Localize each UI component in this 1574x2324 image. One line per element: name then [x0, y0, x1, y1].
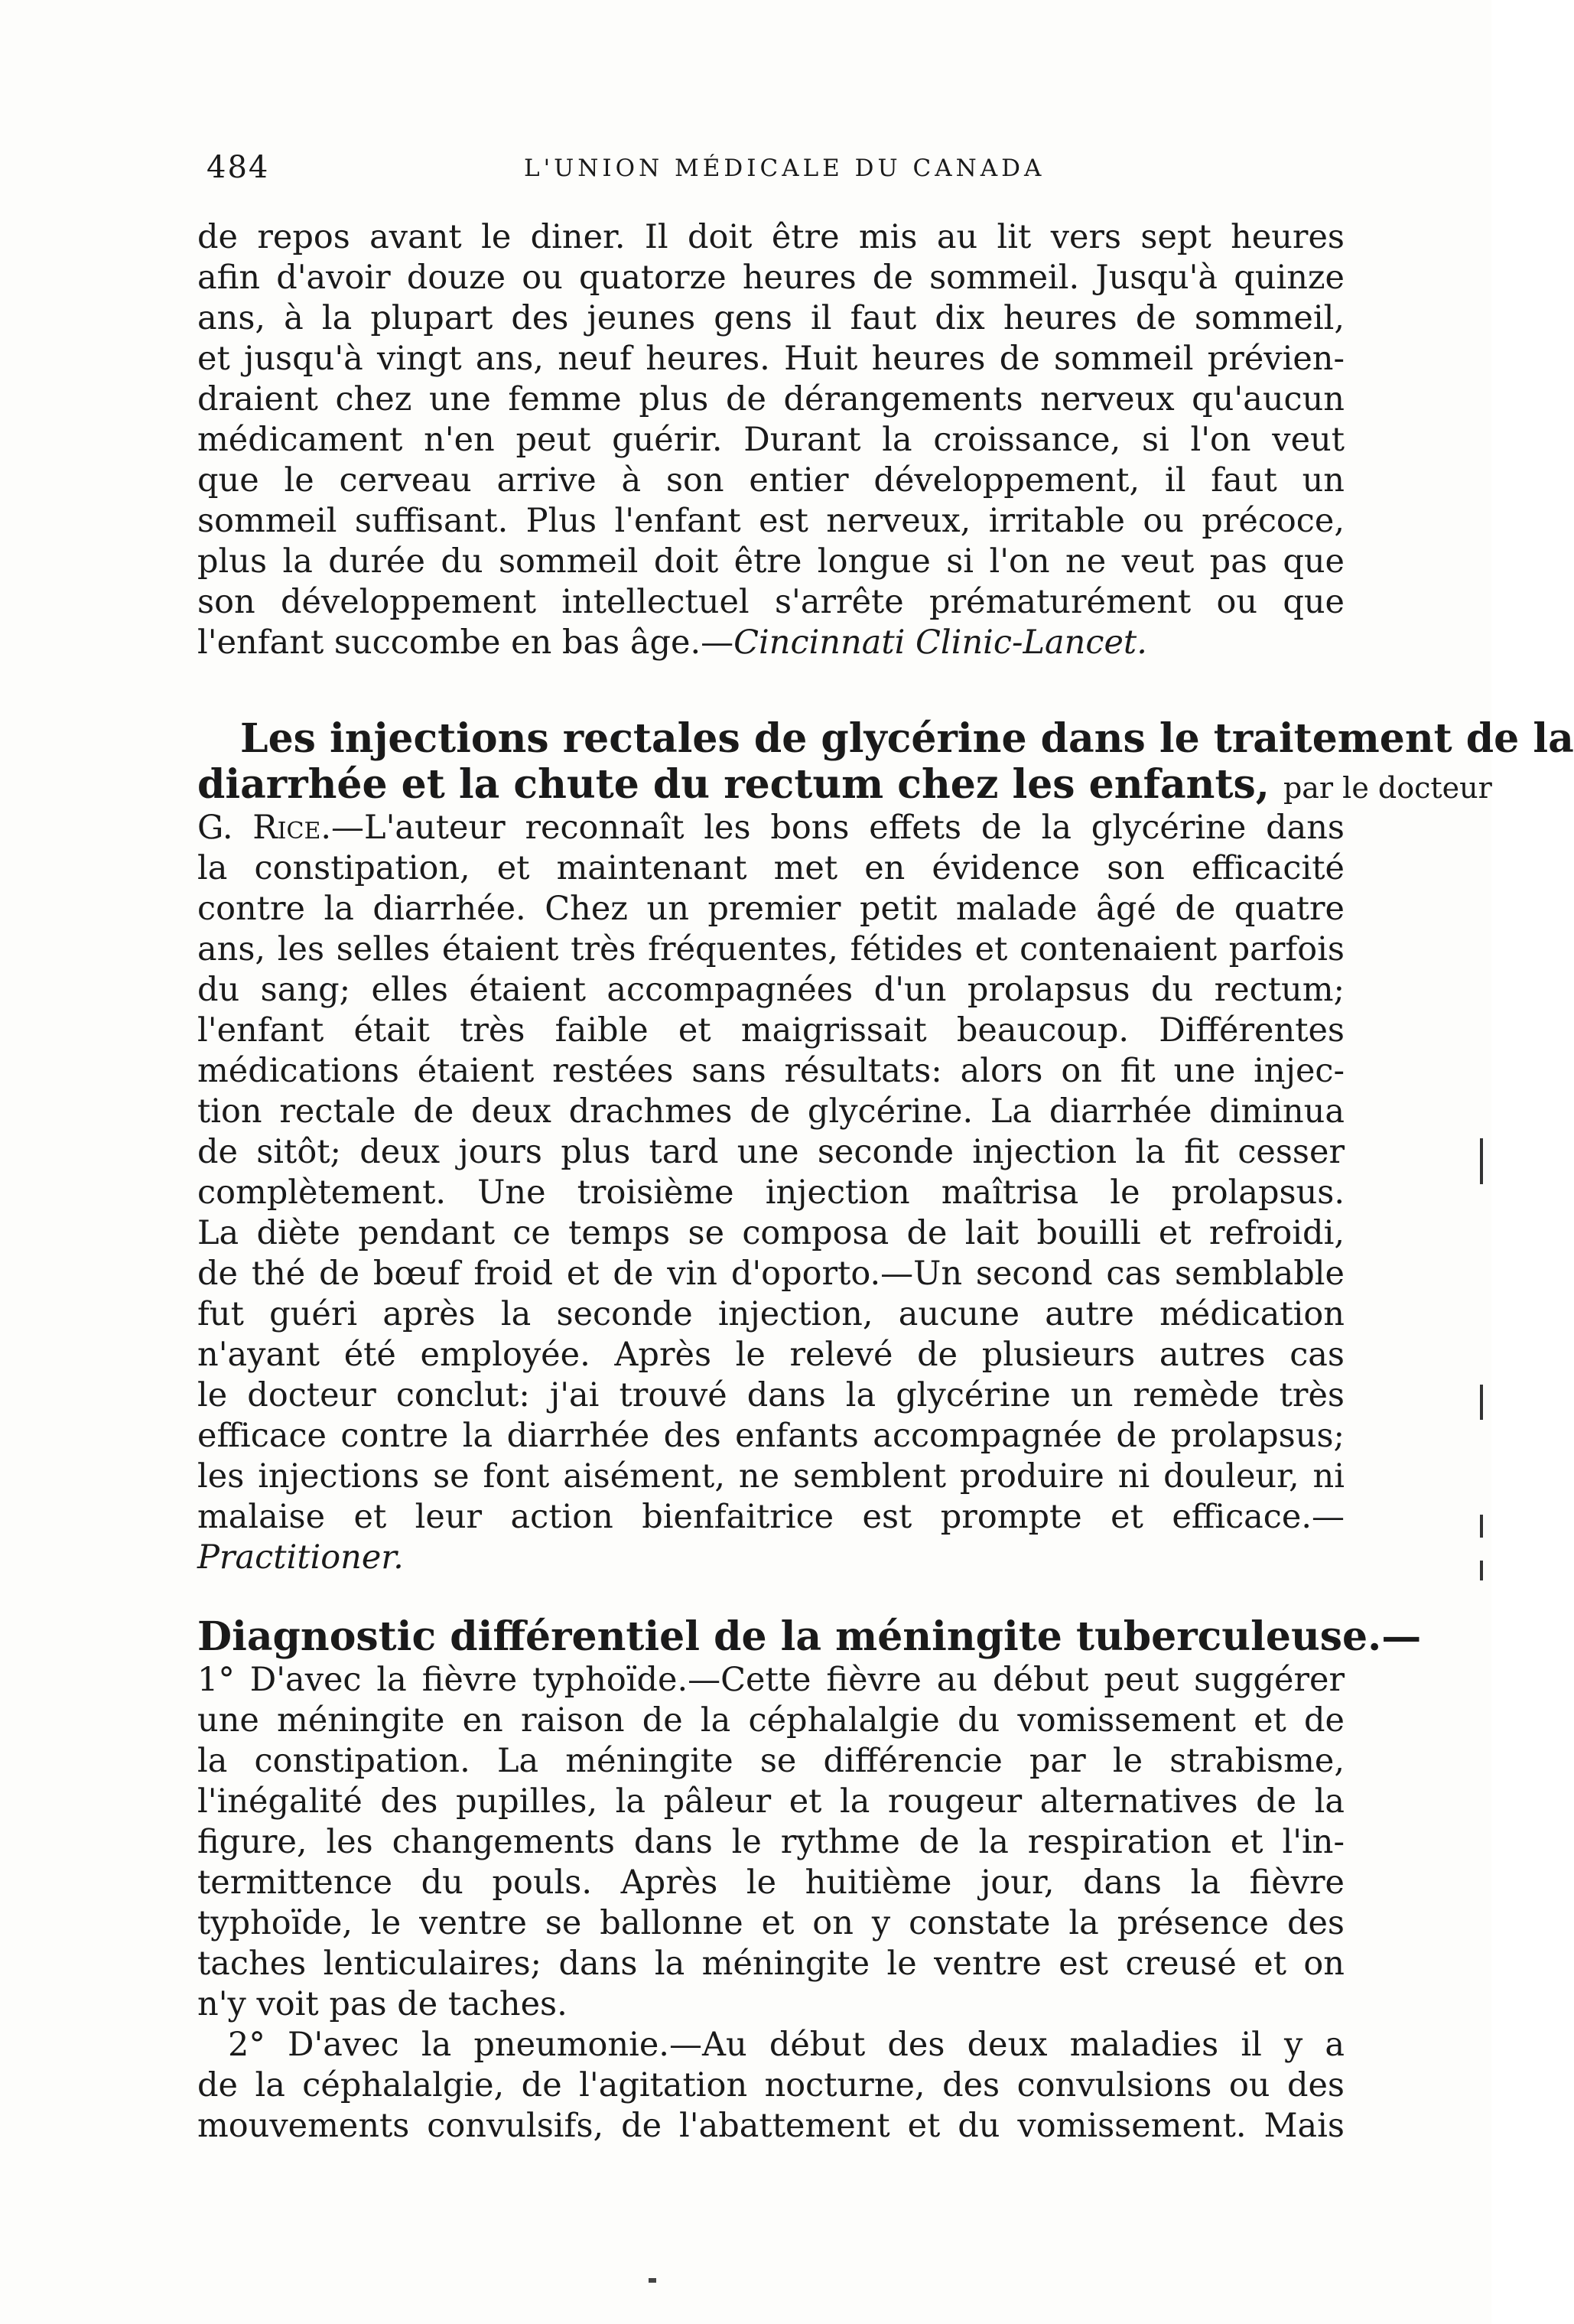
text-line: figure, les changements dans le rythme de la respiration et l'in-: [197, 1823, 1345, 1861]
text-line: draient chez une femme plus de dérangements nerveux qu'aucun: [197, 380, 1345, 418]
scan-margin-mark: [1480, 1385, 1483, 1420]
text-line: l'enfant était très faible et maigrissait beaucoup. Différentes: [197, 1011, 1345, 1050]
text-line: mouvements convulsifs, de l'abattement et du vomissement. Mais: [197, 2107, 1345, 2145]
running-head: L'UNION MÉDICALE DU CANADA: [524, 155, 1046, 182]
text-line: la constipation, et maintenant met en évidence son efficacité: [197, 849, 1345, 887]
text-line: de sitôt; deux jours plus tard une seconde injection la fit cesser: [197, 1133, 1345, 1171]
text-line: [197, 808, 1345, 848]
author-prefix: par le docteur: [1283, 771, 1492, 805]
text-line: complètement. Une troisième injection maîtrisa le prolapsus.: [197, 1173, 1345, 1212]
text-fragment: —L'auteur reconnaît les bons effets de la glycérine dans: [331, 809, 1345, 847]
text-fragment: l'enfant succombe en bas âge.—: [197, 623, 734, 662]
text-line: 1° D'avec la fièvre typhoïde.—Cette fièvre au début peut suggérer: [197, 1661, 1345, 1699]
text-line: le docteur conclut: j'ai trouvé dans la glycérine un remède très: [197, 1376, 1345, 1414]
source-citation: Cincinnati Clinic-Lancet.: [733, 623, 1147, 662]
text-line: plus la durée du sommeil doit être longue si l'on ne veut pas que: [197, 542, 1345, 581]
text-line: l'inégalité des pupilles, la pâleur et la rougeur alternatives de la: [197, 1782, 1345, 1821]
scan-margin-mark: [1480, 1515, 1483, 1538]
text-line: ans, les selles étaient très fréquentes, fétides et contenaient parfois: [197, 930, 1345, 968]
text-line: médicament n'en peut guérir. Durant la croissance, si l'on veut: [197, 421, 1345, 459]
page-header: [207, 150, 1354, 188]
text-line: que le cerveau arrive à son entier développement, il faut un: [197, 461, 1345, 500]
scan-margin-mark: [1480, 1561, 1483, 1580]
text-line: de repos avant le diner. Il doit être mis au lit vers sept heures: [197, 218, 1345, 256]
text-line: et jusqu'à vingt ans, neuf heures. Huit heures de sommeil prévien-: [197, 340, 1345, 378]
scan-dot: [649, 2278, 656, 2283]
article-title: Les injections rectales de glycérine dans le traitement de la: [240, 715, 1574, 762]
text-line: médications étaient restées sans résultats: alors on fit une injec-: [197, 1052, 1345, 1090]
source-citation: Practitioner.: [197, 1538, 404, 1577]
scan-margin-mark: [1480, 1138, 1483, 1184]
text-line: [197, 623, 1345, 663]
text-line: les injections se font aisément, ne semblent produire ni douleur, ni: [197, 1457, 1345, 1496]
text-line: n'y voit pas de taches.: [197, 1985, 567, 2023]
meningitis-article: [197, 1613, 1422, 2147]
text-line: malaise et leur action bienfaitrice est prompte et efficace.—: [197, 1498, 1345, 1536]
page-number: 484: [207, 150, 270, 185]
text-line: son développement intellectuel s'arrête prématurément ou que: [197, 583, 1345, 621]
text-line: La diète pendant ce temps se composa de lait bouilli et refroidi,: [197, 1214, 1345, 1252]
sleep-paragraph: [197, 217, 1345, 663]
text-line: 2° D'avec la pneumonie.—Au début des deux maladies il y a: [228, 2026, 1345, 2064]
text-line: de thé de bœuf froid et de vin d'oporto.—Un second cas semblable: [197, 1255, 1345, 1293]
article-title-part: diarrhée et la chute du rectum chez les enfants,: [197, 761, 1270, 808]
text-line: fut guéri après la seconde injection, aucune autre médication: [197, 1295, 1345, 1333]
author-name: G. Rice.: [197, 809, 332, 847]
article-title: Diagnostic différentiel de la méningite tuberculeuse.—: [197, 1613, 1422, 1660]
text-line: taches lenticulaires; dans la méningite le ventre est creusé et on: [197, 1945, 1345, 1983]
text-line: contre la diarrhée. Chez un premier petit malade âgé de quatre: [197, 890, 1345, 928]
text-line: la constipation. La méningite se différencie par le strabisme,: [197, 1742, 1345, 1780]
article-title-continued: [197, 761, 1492, 808]
glycerine-article: [197, 715, 1574, 1578]
text-line: tion rectale de deux drachmes de glycérine. La diarrhée diminua: [197, 1092, 1345, 1131]
text-line: typhoïde, le ventre se ballonne et on y constate la présence des: [197, 1904, 1345, 1942]
text-line: ans, à la plupart des jeunes gens il faut dix heures de sommeil,: [197, 299, 1345, 337]
text-line: afin d'avoir douze ou quatorze heures de sommeil. Jusqu'à quinze: [197, 259, 1345, 297]
text-line: n'ayant été employée. Après le relevé de plusieurs autres cas: [197, 1336, 1345, 1374]
text-line: efficace contre la diarrhée des enfants accompagnée de prolapsus;: [197, 1417, 1345, 1455]
text-line: termittence du pouls. Après le huitième jour, dans la fièvre: [197, 1863, 1345, 1902]
text-line: une méningite en raison de la céphalalgie du vomissement et de: [197, 1701, 1345, 1740]
text-line: du sang; elles étaient accompagnées d'un prolapsus du rectum;: [197, 971, 1345, 1009]
text-line: de la céphalalgie, de l'agitation nocturne, des convulsions ou des: [197, 2066, 1345, 2104]
text-line: sommeil suffisant. Plus l'enfant est nerveux, irritable ou précoce,: [197, 502, 1345, 540]
